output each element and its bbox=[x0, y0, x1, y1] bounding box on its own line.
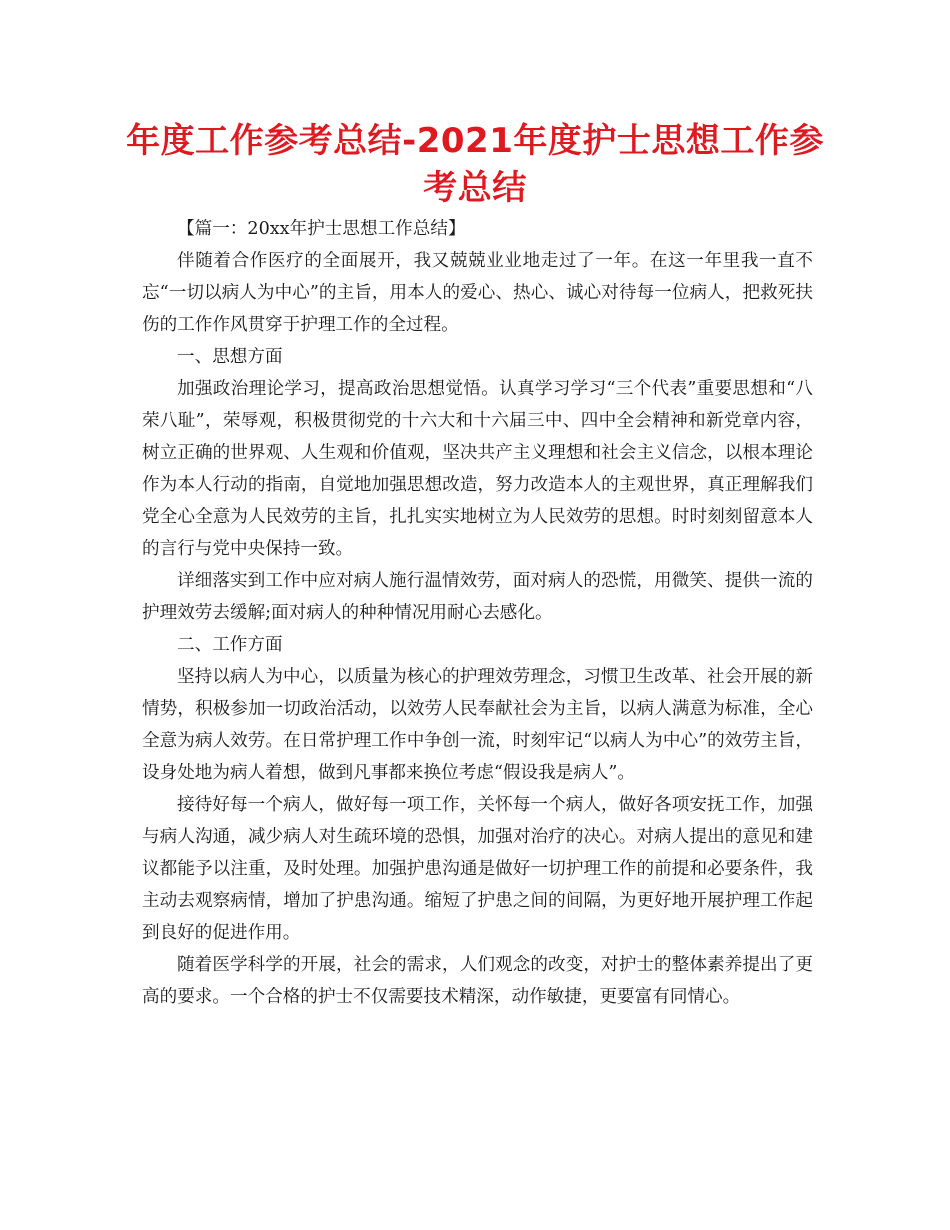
paragraph: 坚持以病人为中心，以质量为核心的护理效劳理念，习惯卫生改革、社会开展的新情势，积极参加一切政治活动，以效劳人民奉献社会为主旨，以病人满意为标准，全心全意为病人效劳。在日常护理工作中争创一流，时刻牢记“以病人为中心”的效劳主旨，设身处地为病人着想，做到凡事都来换位考虑“假设我是病人”。 bbox=[142, 667, 813, 783]
paragraph: 详细落实到工作中应对病人施行温情效劳，面对病人的恐慌，用微笑、提供一流的护理效劳去缓解;面对病人的种种情况用耐心去感化。 bbox=[142, 571, 813, 623]
section-heading: 一、思想方面 bbox=[177, 347, 283, 367]
paragraph: 加强政治理论学习，提高政治思想觉悟。认真学习学习“三个代表”重要思想和“八荣八耻”，荣辱观，积极贯彻党的十六大和十六届三中、四中全会精神和新党章内容，树立正确的世界观、人生观和价值观，坚决共产主义理想和社会主义信念，以根本理论作为本人行动的指南，自觉地加强思想改造，努力改造本人的主观世界，真正理解我们党全心全意为人民效劳的主旨，扎扎实实地树立为人民效劳的思想。时时刻刻留意本人的言行与党中央保持一致。 bbox=[142, 379, 813, 559]
paragraph: 伴随着合作医疗的全面展开，我又兢兢业业地走过了一年。在这一年里我一直不忘“一切以病人为中心”的主旨，用本人的爱心、热心、诚心对待每一位病人，把救死扶伤的工作作风贯穿于护理工作的全过程。 bbox=[142, 251, 813, 335]
section-heading: 【篇一：20xx年护士思想工作总结】 bbox=[177, 219, 466, 239]
document-title: 年度工作参考总结-2021年度护士思想工作参考总结 bbox=[126, 121, 824, 208]
paragraph: 随着医学科学的开展，社会的需求，人们观念的改变，对护士的整体素养提出了更高的要求。一个合格的护士不仅需要技术精深，动作敏捷，更要富有同情心。 bbox=[142, 955, 813, 1007]
section-heading: 二、工作方面 bbox=[177, 635, 283, 655]
document-body bbox=[142, 213, 813, 1013]
paragraph: 接待好每一个病人，做好每一项工作，关怀每一个病人，做好各项安抚工作，加强与病人沟通，减少病人对生疏环境的恐惧，加强对治疗的决心。对病人提出的意见和建议都能予以注重，及时处理。加强护患沟通是做好一切护理工作的前提和必要条件，我主动去观察病情，增加了护患沟通。缩短了护患之间的间隔，为更好地开展护理工作起到良好的促进作用。 bbox=[142, 795, 813, 943]
